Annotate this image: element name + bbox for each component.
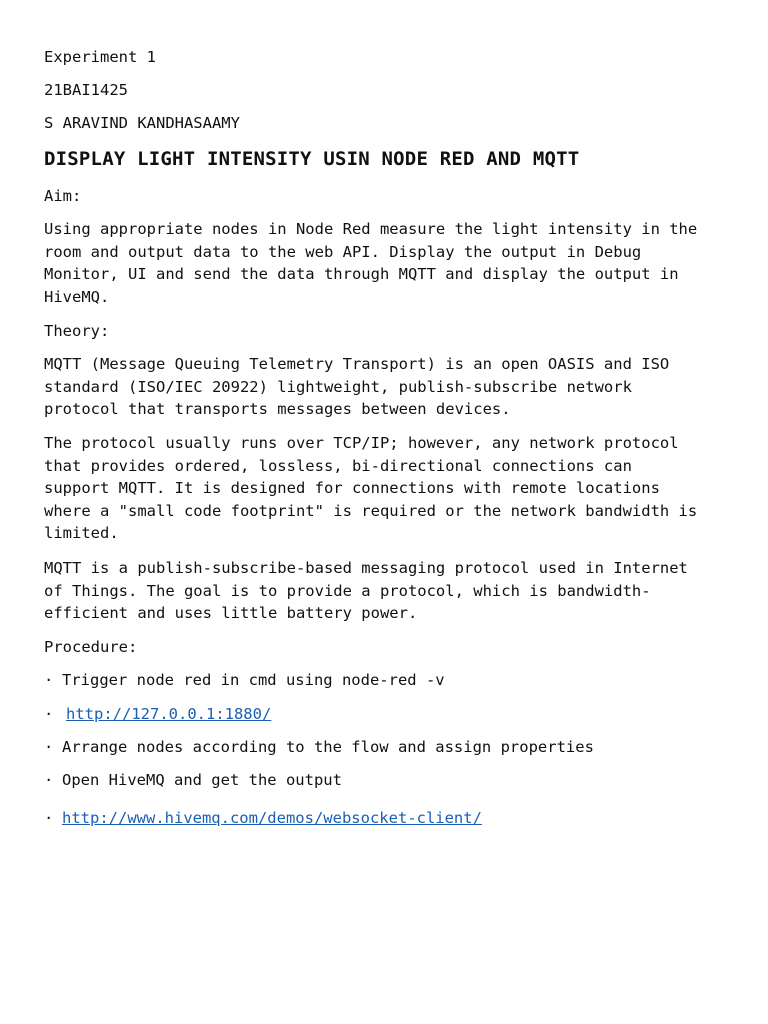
procedure-step-5: [44, 807, 482, 830]
bullet-icon: ·: [44, 771, 54, 789]
hivemq-websocket-link[interactable]: http://www.hivemq.com/demos/websocket-client/: [62, 809, 482, 827]
procedure-label: Procedure:: [44, 638, 138, 656]
bullet-icon: ·: [44, 809, 54, 827]
theory-paragraph-3: MQTT is a publish-subscribe-based messaging protocol used in Internet of Things. The goal is to provide a protocol, which is bandwidth- efficient and uses little battery power.: [44, 559, 688, 623]
localhost-link[interactable]: http://127.0.0.1:1880/: [66, 705, 272, 723]
bullet-icon: ·: [44, 671, 54, 689]
procedure-step-4: [44, 769, 342, 792]
aim-text: Using appropriate nodes in Node Red measure the light intensity in the room and output data to the web API. Display the output in Debug Monitor, UI and send the data through MQTT and display the output in HiveMQ.: [44, 220, 698, 306]
bullet-icon: ·: [44, 705, 54, 723]
theory-paragraph-2: The protocol usually runs over TCP/IP; however, any network protocol that provides ordered, lossless, bi-directional connections can support MQTT. It is designed for connections with remote locations where a "small code footprint" is required or the network bandwidth is limited.: [44, 434, 698, 543]
theory-label: Theory:: [44, 322, 110, 340]
procedure-step-1: [44, 669, 445, 692]
document-title: DISPLAY LIGHT INTENSITY USIN NODE RED AND MQTT: [44, 148, 580, 170]
bullet-icon: ·: [44, 738, 54, 756]
procedure-step-text: Open HiveMQ and get the output: [62, 771, 342, 789]
aim-label: Aim:: [44, 187, 82, 205]
theory-paragraph-1: MQTT (Message Queuing Telemetry Transport) is an open OASIS and ISO standard (ISO/IEC 20922) lightweight, publish-subscribe network protocol that transports messages between devices.: [44, 355, 670, 419]
procedure-step-text: Trigger node red in cmd using node-red -v: [62, 671, 445, 689]
procedure-step-text: Arrange nodes according to the flow and assign properties: [62, 738, 594, 756]
experiment-label: Experiment 1: [44, 48, 156, 66]
procedure-step-3: [44, 736, 594, 759]
registration-number: 21BAI1425: [44, 81, 128, 99]
procedure-step-2: [44, 703, 271, 726]
student-name: S ARAVIND KANDHASAAMY: [44, 114, 240, 132]
